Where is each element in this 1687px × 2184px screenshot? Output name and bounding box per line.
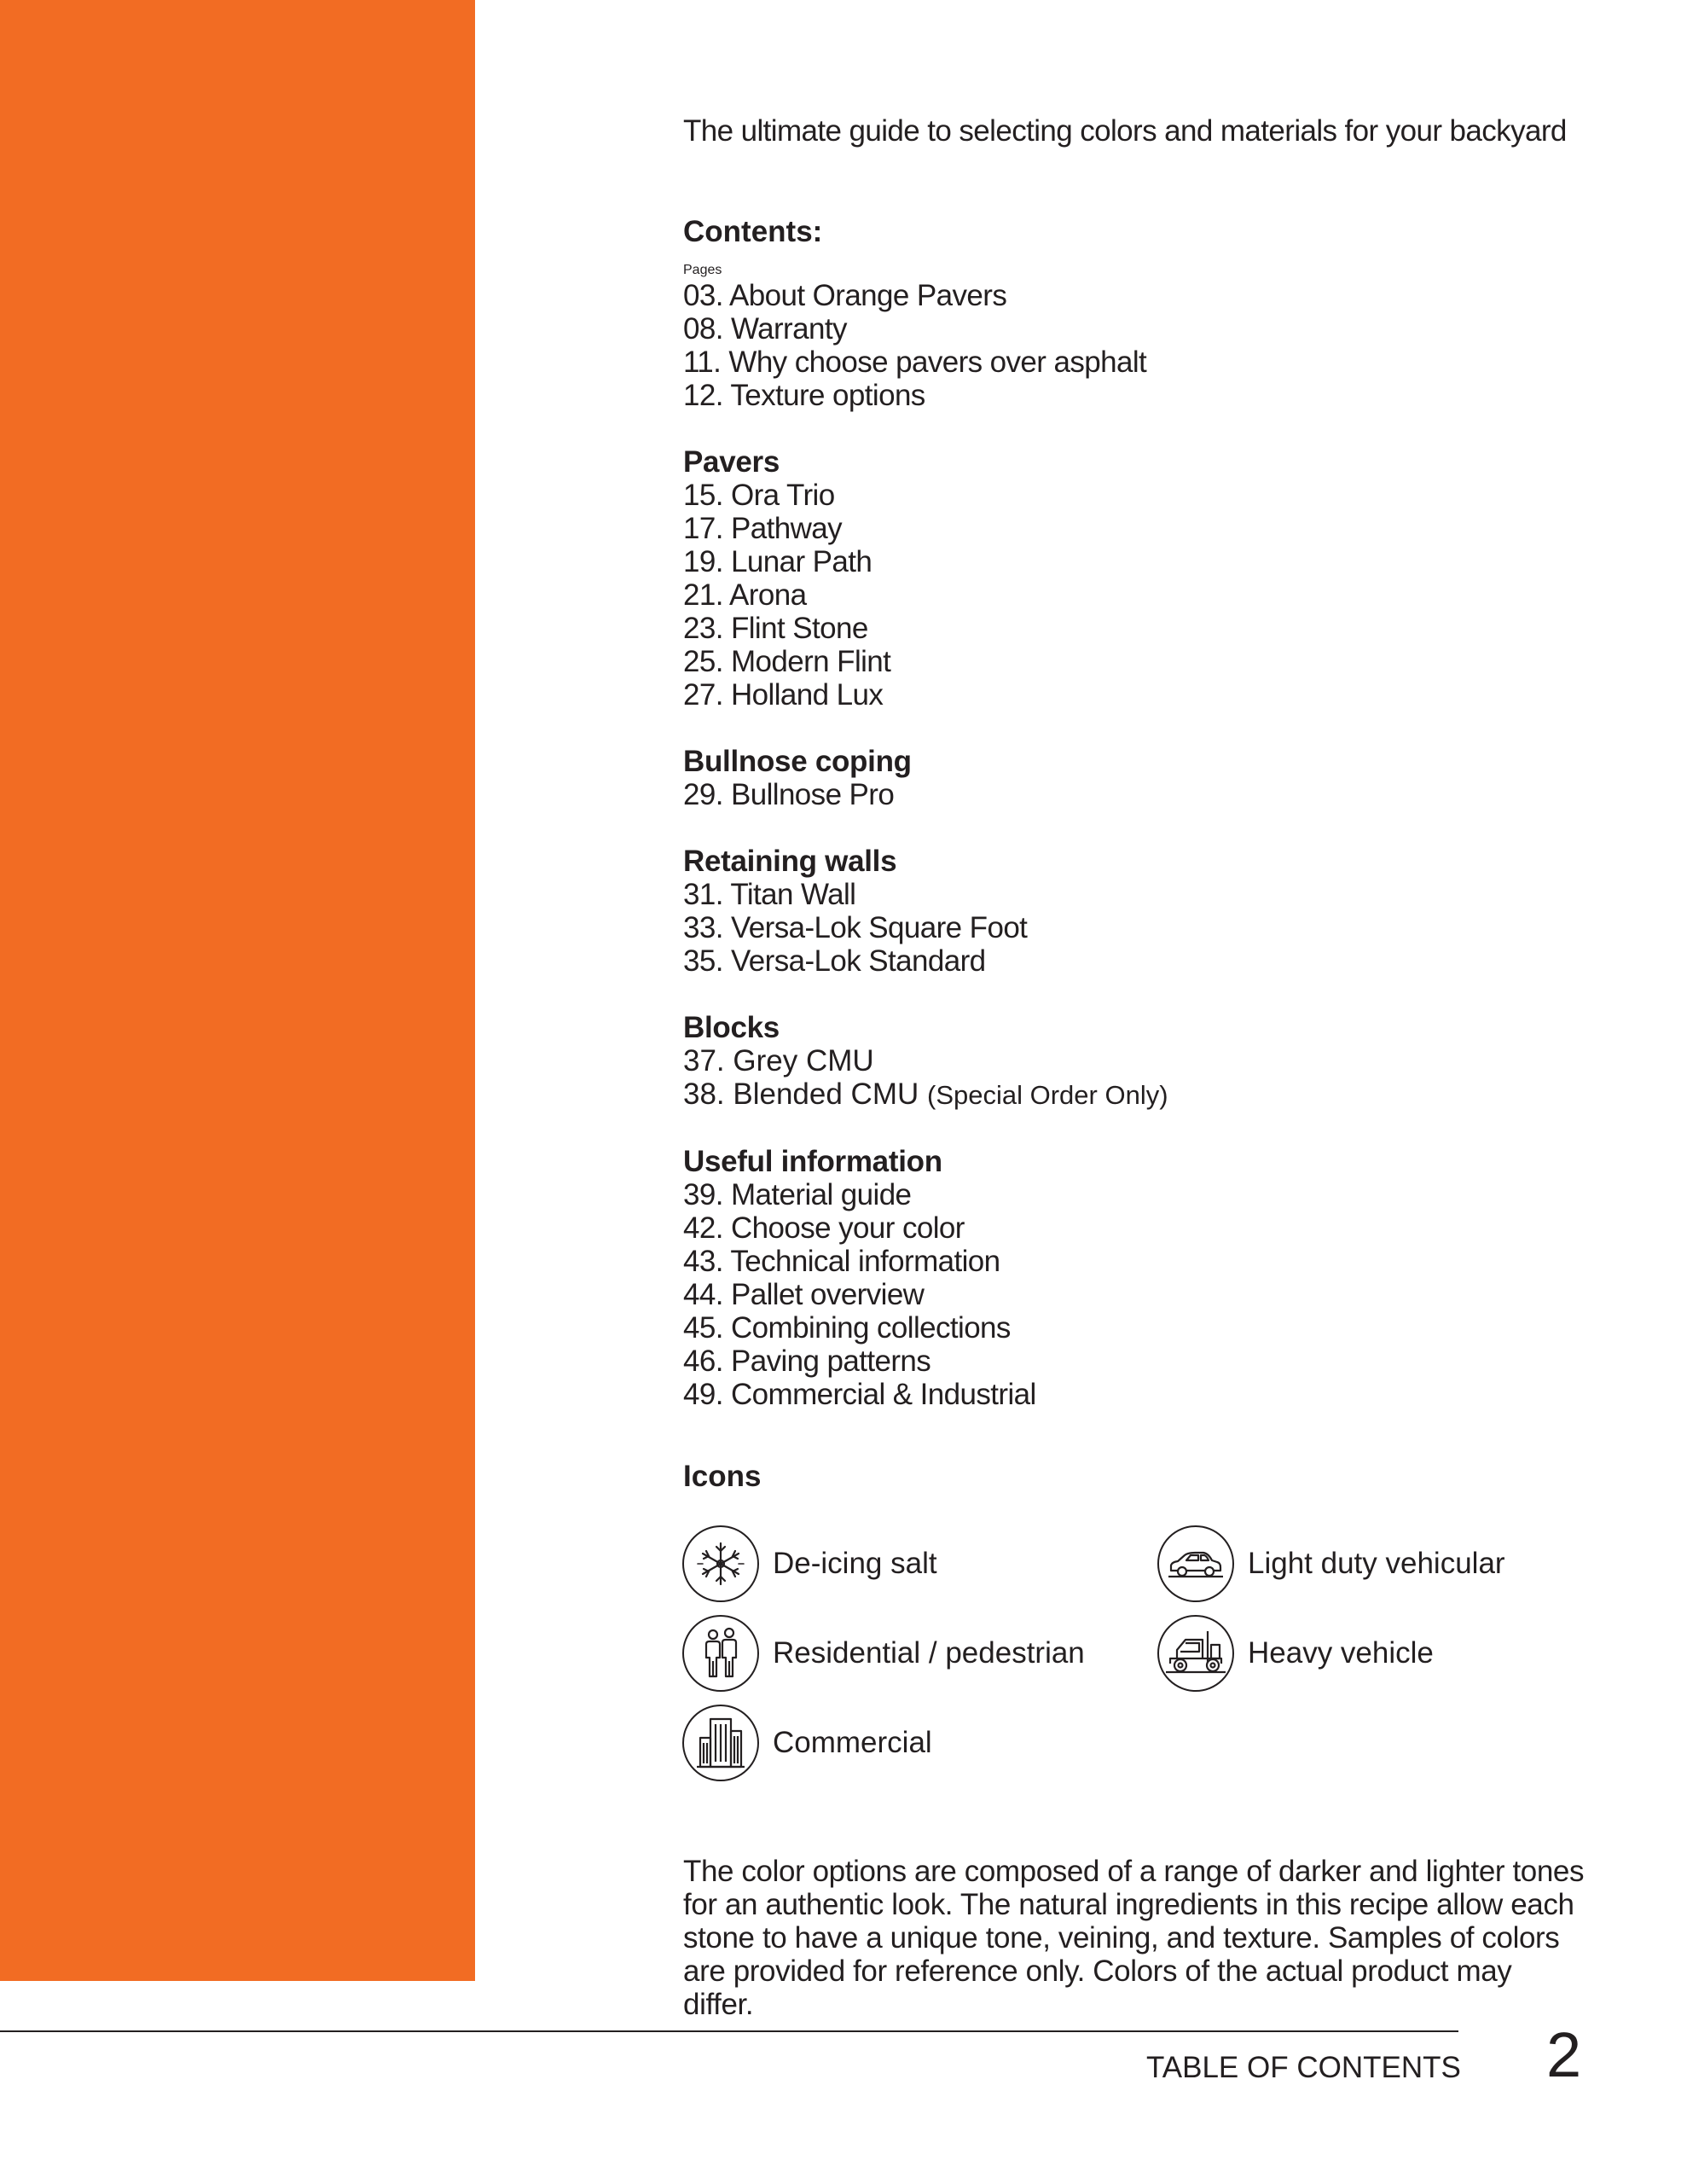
- icon-label: Heavy vehicle: [1248, 1636, 1434, 1670]
- special-order-note: (Special Order Only): [927, 1080, 1168, 1110]
- icon-label: Commercial: [773, 1726, 932, 1759]
- footer-divider: [0, 2030, 1458, 2032]
- section-heading: Useful information: [683, 1145, 942, 1178]
- toc-item: 35. Versa-Lok Standard: [683, 944, 986, 978]
- icon-label: De-icing salt: [773, 1547, 937, 1580]
- toc-item: [683, 1077, 1168, 1112]
- toc-item: 42. Choose your color: [683, 1211, 965, 1245]
- snowflake-icon: [682, 1525, 759, 1602]
- toc-useful-information: [683, 1145, 1168, 1411]
- people-icon: [682, 1615, 759, 1692]
- section-heading: Blocks: [683, 1011, 780, 1044]
- toc-item: 15. Ora Trio: [683, 479, 835, 512]
- toc-item: 43. Technical information: [683, 1245, 1000, 1278]
- toc-item-title: 38. Blended CMU: [683, 1077, 919, 1111]
- icon-legend-light-duty: [1157, 1525, 1505, 1602]
- footer-section-label: TABLE OF CONTENTS: [1146, 2051, 1461, 2084]
- toc-item: 37. Grey CMU: [683, 1044, 874, 1077]
- toc-blocks: [683, 1011, 1168, 1112]
- toc-item: 31. Titan Wall: [683, 878, 856, 911]
- contents-title: Contents:: [683, 215, 823, 248]
- toc-item: 12. Texture options: [683, 379, 925, 412]
- toc-item: 33. Versa-Lok Square Foot: [683, 911, 1028, 944]
- toc-item: 17. Pathway: [683, 512, 843, 545]
- toc-pavers: [683, 445, 1168, 712]
- icon-legend-commercial: [682, 1705, 932, 1781]
- icons-title: Icons: [683, 1460, 762, 1493]
- truck-icon: [1157, 1615, 1234, 1692]
- toc-retaining-walls: [683, 845, 1168, 978]
- icon-legend-residential: [682, 1615, 1085, 1692]
- building-icon: [682, 1705, 759, 1781]
- toc-item: 25. Modern Flint: [683, 645, 891, 678]
- toc-item: 27. Holland Lux: [683, 678, 884, 712]
- orange-side-bar: [0, 0, 475, 1981]
- toc-item: 23. Flint Stone: [683, 612, 868, 645]
- toc-item: 39. Material guide: [683, 1178, 912, 1211]
- toc-item: 45. Combining collections: [683, 1311, 1011, 1345]
- car-icon: [1157, 1525, 1234, 1602]
- toc-item: 19. Lunar Path: [683, 545, 872, 578]
- toc-item: 03. About Orange Pavers: [683, 279, 1007, 312]
- color-disclaimer: The color options are composed of a range of darker and lighter tones for an authentic look. The natural ingredients in this recipe allow each stone to have a unique tone, veining, and texture. Samples of colors are provided for reference only. Colors of the actual product may differ.: [683, 1855, 1585, 2021]
- icon-legend-deicing: [682, 1525, 937, 1602]
- page-number: 2: [1546, 2019, 1582, 2090]
- pages-label: Pages: [683, 263, 722, 277]
- table-of-contents: [683, 279, 1168, 1411]
- icon-label: Residential / pedestrian: [773, 1636, 1085, 1670]
- toc-item: 11. Why choose pavers over asphalt: [683, 346, 1147, 379]
- icon-legend-heavy-vehicle: [1157, 1615, 1434, 1692]
- toc-item: 08. Warranty: [683, 312, 847, 346]
- toc-item: 21. Arona: [683, 578, 807, 612]
- toc-item: 49. Commercial & Industrial: [683, 1378, 1036, 1411]
- section-heading: Bullnose coping: [683, 745, 912, 778]
- toc-item: 29. Bullnose Pro: [683, 778, 895, 811]
- icon-label: Light duty vehicular: [1248, 1547, 1505, 1580]
- intro-text: The ultimate guide to selecting colors and materials for your backyard: [683, 114, 1567, 148]
- toc-bullnose: [683, 745, 1168, 811]
- section-heading: Retaining walls: [683, 845, 897, 878]
- toc-item: 44. Pallet overview: [683, 1278, 925, 1311]
- toc-item: 46. Paving patterns: [683, 1345, 931, 1378]
- toc-general: [683, 279, 1168, 412]
- section-heading: Pavers: [683, 445, 780, 479]
